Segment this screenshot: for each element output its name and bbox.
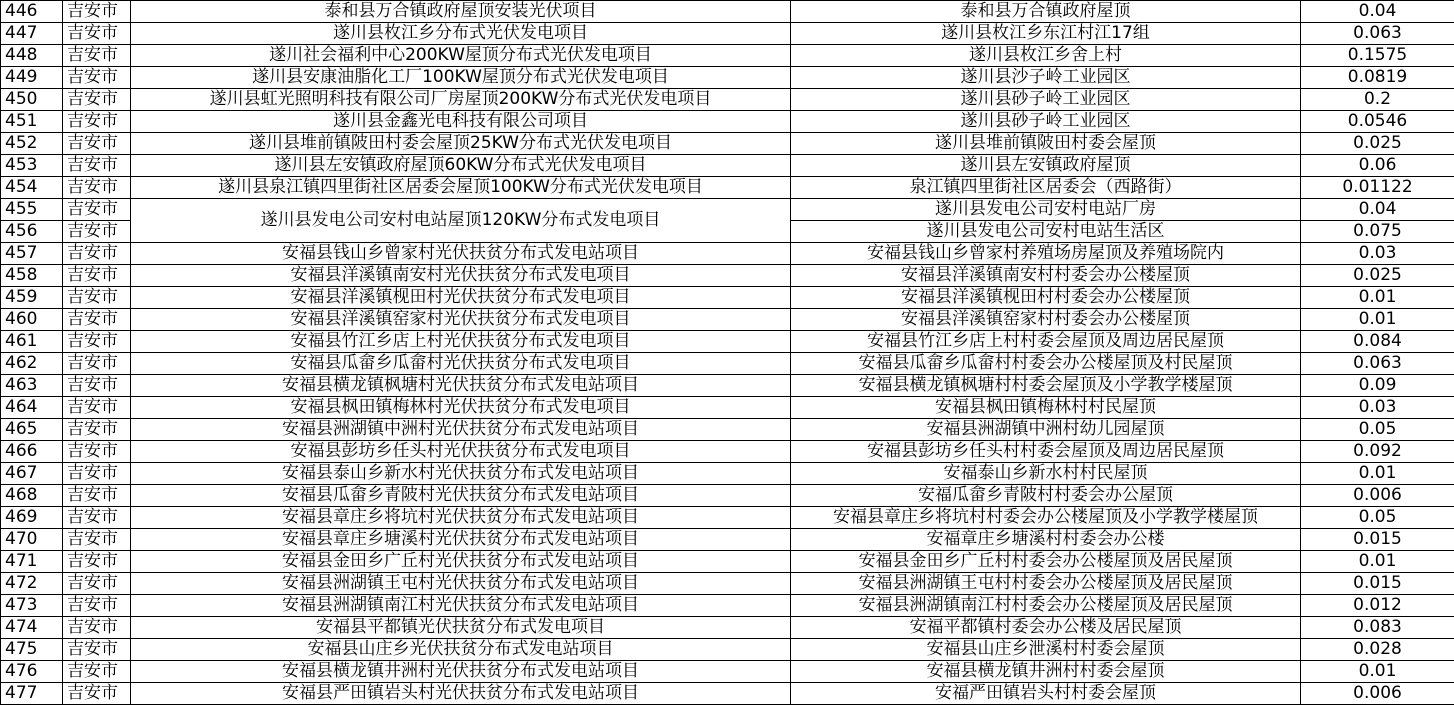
cell-project-name[interactable]: 遂川县安康油脂化工厂100KW屋顶分布式光伏发电项目 <box>131 67 791 89</box>
table-row <box>1 463 1454 485</box>
table-row <box>1 287 1454 309</box>
cell-project-name[interactable]: 安福县金田乡广丘村光伏扶贫分布式发电站项目 <box>131 551 791 573</box>
cell-location[interactable]: 遂川县发电公司安村电站生活区 <box>791 221 1301 243</box>
cell-serial-number[interactable]: 446 <box>1 1 63 23</box>
cell-capacity[interactable]: 0.025 <box>1301 133 1454 155</box>
cell-serial-number[interactable]: 447 <box>1 23 63 45</box>
cell-location[interactable]: 安福严田镇岩头村村委会屋顶 <box>791 683 1301 705</box>
cell-serial-number[interactable]: 451 <box>1 111 63 133</box>
cell-project-name[interactable]: 安福县严田镇岩头村光伏扶贫分布式发电站项目 <box>131 683 791 705</box>
cell-location[interactable]: 安福县枫田镇梅林村村民屋顶 <box>791 397 1301 419</box>
cell-capacity[interactable]: 0.03 <box>1301 397 1454 419</box>
cell-serial-number[interactable]: 449 <box>1 67 63 89</box>
cell-capacity[interactable]: 0.2 <box>1301 89 1454 111</box>
cell-serial-number[interactable]: 474 <box>1 617 63 639</box>
cell-location[interactable]: 安福县洋溪镇窑家村村委会办公楼屋顶 <box>791 309 1301 331</box>
table-row <box>1 353 1454 375</box>
cell-capacity[interactable]: 0.025 <box>1301 265 1454 287</box>
cell-city[interactable]: 吉安市 <box>63 353 131 375</box>
cell-location[interactable]: 遂川县左安镇政府屋顶 <box>791 155 1301 177</box>
cell-city[interactable]: 吉安市 <box>63 265 131 287</box>
table-row <box>1 155 1454 177</box>
cell-city[interactable]: 吉安市 <box>63 23 131 45</box>
table-row <box>1 397 1454 419</box>
cell-serial-number[interactable]: 466 <box>1 441 63 463</box>
cell-location[interactable]: 安福县竹江乡店上村村委会屋顶及周边居民屋顶 <box>791 331 1301 353</box>
cell-location[interactable]: 安福瓜畲乡青陂村村委会办公屋顶 <box>791 485 1301 507</box>
cell-serial-number[interactable]: 468 <box>1 485 63 507</box>
cell-capacity[interactable]: 0.01122 <box>1301 177 1454 199</box>
cell-serial-number[interactable]: 458 <box>1 265 63 287</box>
cell-location[interactable]: 安福县洲湖镇南江村村委会办公楼屋顶及居民屋顶 <box>791 595 1301 617</box>
table-row <box>1 375 1454 397</box>
cell-serial-number[interactable]: 460 <box>1 309 63 331</box>
table-row <box>1 133 1454 155</box>
cell-capacity[interactable]: 0.01 <box>1301 661 1454 683</box>
cell-city[interactable]: 吉安市 <box>63 529 131 551</box>
cell-capacity[interactable]: 0.01 <box>1301 463 1454 485</box>
table-row <box>1 419 1454 441</box>
cell-capacity[interactable]: 0.075 <box>1301 221 1454 243</box>
cell-location[interactable]: 安福县洋溪镇枧田村村委会办公楼屋顶 <box>791 287 1301 309</box>
cell-location[interactable]: 安福县彭坊乡任头村村委会屋顶及周边居民屋顶 <box>791 441 1301 463</box>
table-row <box>1 1 1454 23</box>
cell-location[interactable]: 遂川县砂子岭工业园区 <box>791 111 1301 133</box>
cell-serial-number[interactable]: 473 <box>1 595 63 617</box>
cell-city[interactable]: 吉安市 <box>63 375 131 397</box>
cell-capacity[interactable]: 0.04 <box>1301 1 1454 23</box>
table-body <box>1 1 1454 705</box>
cell-project-name[interactable]: 安福县洲湖镇中洲村光伏扶贫分布式发电站项目 <box>131 419 791 441</box>
cell-city[interactable]: 吉安市 <box>63 45 131 67</box>
cell-location[interactable]: 安福县洋溪镇南安村村委会办公楼屋顶 <box>791 265 1301 287</box>
cell-serial-number[interactable]: 465 <box>1 419 63 441</box>
cell-capacity[interactable]: 0.084 <box>1301 331 1454 353</box>
cell-location[interactable]: 安福县金田乡广丘村村委会办公楼屋顶及居民屋顶 <box>791 551 1301 573</box>
cell-city[interactable]: 吉安市 <box>63 89 131 111</box>
cell-city[interactable]: 吉安市 <box>63 155 131 177</box>
table-row <box>1 199 1454 221</box>
cell-location[interactable]: 安福县瓜畲乡瓜畲村村委会办公楼屋顶及村民屋顶 <box>791 353 1301 375</box>
cell-serial-number[interactable]: 470 <box>1 529 63 551</box>
cell-city[interactable]: 吉安市 <box>63 661 131 683</box>
table-row <box>1 265 1454 287</box>
cell-location[interactable]: 遂川县沙子岭工业园区 <box>791 67 1301 89</box>
table-row <box>1 617 1454 639</box>
cell-project-name[interactable]: 遂川社会福利中心200KW屋顶分布式光伏发电项目 <box>131 45 791 67</box>
cell-project-name[interactable]: 遂川县枚江乡分布式光伏发电项目 <box>131 23 791 45</box>
table-row <box>1 595 1454 617</box>
cell-capacity[interactable]: 0.05 <box>1301 507 1454 529</box>
cell-project-name[interactable]: 安福县章庄乡塘溪村光伏扶贫分布式发电站项目 <box>131 529 791 551</box>
cell-project-name[interactable]: 遂川县左安镇政府屋顶60KW分布式光伏发电项目 <box>131 155 791 177</box>
cell-capacity[interactable]: 0.01 <box>1301 551 1454 573</box>
table-row <box>1 661 1454 683</box>
cell-capacity[interactable]: 0.1575 <box>1301 45 1454 67</box>
cell-serial-number[interactable]: 471 <box>1 551 63 573</box>
cell-location[interactable]: 遂川县枚江乡东江村江17组 <box>791 23 1301 45</box>
cell-capacity[interactable]: 0.028 <box>1301 639 1454 661</box>
cell-serial-number[interactable]: 462 <box>1 353 63 375</box>
cell-capacity[interactable]: 0.03 <box>1301 243 1454 265</box>
cell-serial-number[interactable]: 476 <box>1 661 63 683</box>
cell-city[interactable]: 吉安市 <box>63 551 131 573</box>
cell-project-name[interactable]: 安福县洋溪镇枧田村光伏扶贫分布式发电项目 <box>131 287 791 309</box>
cell-project-name[interactable]: 安福县横龙镇枫塘村光伏扶贫分布式发电站项目 <box>131 375 791 397</box>
cell-serial-number[interactable]: 454 <box>1 177 63 199</box>
table-row <box>1 67 1454 89</box>
cell-location[interactable]: 安福县章庄乡将坑村村委会办公楼屋顶及小学教学楼屋顶 <box>791 507 1301 529</box>
cell-city[interactable]: 吉安市 <box>63 287 131 309</box>
table-row <box>1 331 1454 353</box>
cell-project-name[interactable]: 安福县钱山乡曾家村光伏扶贫分布式发电站项目 <box>131 243 791 265</box>
cell-project-name[interactable]: 安福县泰山乡新水村光伏扶贫分布式发电站项目 <box>131 463 791 485</box>
table-row <box>1 89 1454 111</box>
cell-location[interactable]: 安福县洲湖镇中洲村幼儿园屋顶 <box>791 419 1301 441</box>
cell-project-name[interactable]: 遂川县堆前镇陂田村委会屋顶25KW分布式光伏发电项目 <box>131 133 791 155</box>
table-row <box>1 485 1454 507</box>
cell-location[interactable]: 安福县横龙镇枫塘村村委会屋顶及小学教学楼屋顶 <box>791 375 1301 397</box>
cell-capacity[interactable]: 0.01 <box>1301 287 1454 309</box>
cell-city[interactable]: 吉安市 <box>63 133 131 155</box>
table-row <box>1 573 1454 595</box>
table-row <box>1 45 1454 67</box>
cell-city[interactable]: 吉安市 <box>63 397 131 419</box>
cell-city[interactable]: 吉安市 <box>63 573 131 595</box>
cell-serial-number[interactable]: 453 <box>1 155 63 177</box>
cell-location[interactable]: 遂川县堆前镇陂田村委会屋顶 <box>791 133 1301 155</box>
cell-city[interactable]: 吉安市 <box>63 419 131 441</box>
cell-city[interactable]: 吉安市 <box>63 617 131 639</box>
cell-project-name[interactable]: 遂川县发电公司安村电站屋顶120KW分布式发电项目 <box>131 199 791 243</box>
cell-capacity[interactable]: 0.063 <box>1301 23 1454 45</box>
cell-location[interactable]: 安福章庄乡塘溪村村委会办公楼 <box>791 529 1301 551</box>
cell-capacity[interactable]: 0.04 <box>1301 199 1454 221</box>
cell-location[interactable]: 泉江镇四里街社区居委会（西路街） <box>791 177 1301 199</box>
cell-city[interactable]: 吉安市 <box>63 507 131 529</box>
cell-project-name[interactable]: 安福县横龙镇井洲村光伏扶贫分布式发电站项目 <box>131 661 791 683</box>
cell-city[interactable]: 吉安市 <box>63 67 131 89</box>
cell-serial-number[interactable]: 475 <box>1 639 63 661</box>
table-row <box>1 529 1454 551</box>
cell-capacity[interactable]: 0.092 <box>1301 441 1454 463</box>
cell-city[interactable]: 吉安市 <box>63 1 131 23</box>
cell-project-name[interactable]: 安福县竹江乡店上村光伏扶贫分布式发电项目 <box>131 331 791 353</box>
cell-capacity[interactable]: 0.0546 <box>1301 111 1454 133</box>
cell-city[interactable]: 吉安市 <box>63 221 131 243</box>
cell-serial-number[interactable]: 477 <box>1 683 63 705</box>
cell-location[interactable]: 泰和县万合镇政府屋顶 <box>791 1 1301 23</box>
cell-city[interactable]: 吉安市 <box>63 639 131 661</box>
cell-city[interactable]: 吉安市 <box>63 463 131 485</box>
cell-city[interactable]: 吉安市 <box>63 441 131 463</box>
cell-city[interactable]: 吉安市 <box>63 309 131 331</box>
cell-city[interactable]: 吉安市 <box>63 595 131 617</box>
cell-city[interactable]: 吉安市 <box>63 485 131 507</box>
cell-project-name[interactable]: 安福县洲湖镇南江村光伏扶贫分布式发电站项目 <box>131 595 791 617</box>
cell-serial-number[interactable]: 448 <box>1 45 63 67</box>
cell-capacity[interactable]: 0.09 <box>1301 375 1454 397</box>
cell-serial-number[interactable]: 455 <box>1 199 63 221</box>
cell-capacity[interactable]: 0.06 <box>1301 155 1454 177</box>
cell-city[interactable]: 吉安市 <box>63 331 131 353</box>
cell-project-name[interactable]: 安福县彭坊乡任头村光伏扶贫分布式发电项目 <box>131 441 791 463</box>
cell-capacity[interactable]: 0.006 <box>1301 683 1454 705</box>
cell-project-name[interactable]: 安福县洋溪镇窑家村光伏扶贫分布式发电项目 <box>131 309 791 331</box>
cell-project-name[interactable]: 安福县洋溪镇南安村光伏扶贫分布式发电项目 <box>131 265 791 287</box>
cell-location[interactable]: 安福平都镇村委会办公楼及居民屋顶 <box>791 617 1301 639</box>
table-row <box>1 507 1454 529</box>
cell-capacity[interactable]: 0.0819 <box>1301 67 1454 89</box>
cell-project-name[interactable]: 安福县平都镇光伏扶贫分布式发电项目 <box>131 617 791 639</box>
table-row <box>1 683 1454 705</box>
cell-project-name[interactable]: 遂川县虹光照明科技有限公司厂房屋顶200KW分布式光伏发电项目 <box>131 89 791 111</box>
cell-location[interactable]: 遂川县枚江乡舍上村 <box>791 45 1301 67</box>
table-row <box>1 309 1454 331</box>
cell-city[interactable]: 吉安市 <box>63 683 131 705</box>
cell-serial-number[interactable]: 457 <box>1 243 63 265</box>
table-row <box>1 639 1454 661</box>
cell-location[interactable]: 安福县钱山乡曾家村养殖场房屋顶及养殖场院内 <box>791 243 1301 265</box>
table-row <box>1 243 1454 265</box>
cell-project-name[interactable]: 安福县洲湖镇王屯村光伏扶贫分布式发电站项目 <box>131 573 791 595</box>
cell-location[interactable]: 遂川县砂子岭工业园区 <box>791 89 1301 111</box>
cell-serial-number[interactable]: 469 <box>1 507 63 529</box>
cell-location[interactable]: 安福县洲湖镇王屯村村委会办公楼屋顶及居民屋顶 <box>791 573 1301 595</box>
cell-serial-number[interactable]: 450 <box>1 89 63 111</box>
cell-project-name[interactable]: 安福县瓜畲乡瓜畲村光伏扶贫分布式发电项目 <box>131 353 791 375</box>
cell-location[interactable]: 安福县山庄乡泄溪村村委会屋顶 <box>791 639 1301 661</box>
cell-project-name[interactable]: 安福县章庄乡将坑村光伏扶贫分布式发电站项目 <box>131 507 791 529</box>
cell-project-name[interactable]: 泰和县万合镇政府屋顶安装光伏项目 <box>131 1 791 23</box>
table-row <box>1 177 1454 199</box>
cell-serial-number[interactable]: 467 <box>1 463 63 485</box>
cell-location[interactable]: 遂川县发电公司安村电站厂房 <box>791 199 1301 221</box>
cell-serial-number[interactable]: 463 <box>1 375 63 397</box>
cell-city[interactable]: 吉安市 <box>63 243 131 265</box>
cell-capacity[interactable]: 0.015 <box>1301 529 1454 551</box>
cell-project-name[interactable]: 安福县枫田镇梅林村光伏扶贫分布式发电项目 <box>131 397 791 419</box>
cell-serial-number[interactable]: 461 <box>1 331 63 353</box>
cell-location[interactable]: 安福泰山乡新水村村民屋顶 <box>791 463 1301 485</box>
cell-project-name[interactable]: 安福县山庄乡光伏扶贫分布式发电站项目 <box>131 639 791 661</box>
cell-city[interactable]: 吉安市 <box>63 199 131 221</box>
cell-project-name[interactable]: 遂川县泉江镇四里街社区居委会屋顶100KW分布式光伏发电项目 <box>131 177 791 199</box>
table-row <box>1 111 1454 133</box>
cell-capacity[interactable]: 0.05 <box>1301 419 1454 441</box>
table-row <box>1 23 1454 45</box>
cell-capacity[interactable]: 0.012 <box>1301 595 1454 617</box>
cell-capacity[interactable]: 0.01 <box>1301 309 1454 331</box>
cell-capacity[interactable]: 0.083 <box>1301 617 1454 639</box>
cell-serial-number[interactable]: 464 <box>1 397 63 419</box>
cell-location[interactable]: 安福县横龙镇井洲村村委会屋顶 <box>791 661 1301 683</box>
cell-serial-number[interactable]: 459 <box>1 287 63 309</box>
cell-serial-number[interactable]: 456 <box>1 221 63 243</box>
cell-serial-number[interactable]: 472 <box>1 573 63 595</box>
cell-city[interactable]: 吉安市 <box>63 177 131 199</box>
table-row <box>1 441 1454 463</box>
cell-capacity[interactable]: 0.015 <box>1301 573 1454 595</box>
cell-capacity[interactable]: 0.006 <box>1301 485 1454 507</box>
cell-project-name[interactable]: 安福县瓜畲乡青陂村光伏扶贫分布式发电站项目 <box>131 485 791 507</box>
cell-serial-number[interactable]: 452 <box>1 133 63 155</box>
table-row <box>1 551 1454 573</box>
cell-city[interactable]: 吉安市 <box>63 111 131 133</box>
cell-project-name[interactable]: 遂川县金鑫光电科技有限公司项目 <box>131 111 791 133</box>
cell-capacity[interactable]: 0.063 <box>1301 353 1454 375</box>
